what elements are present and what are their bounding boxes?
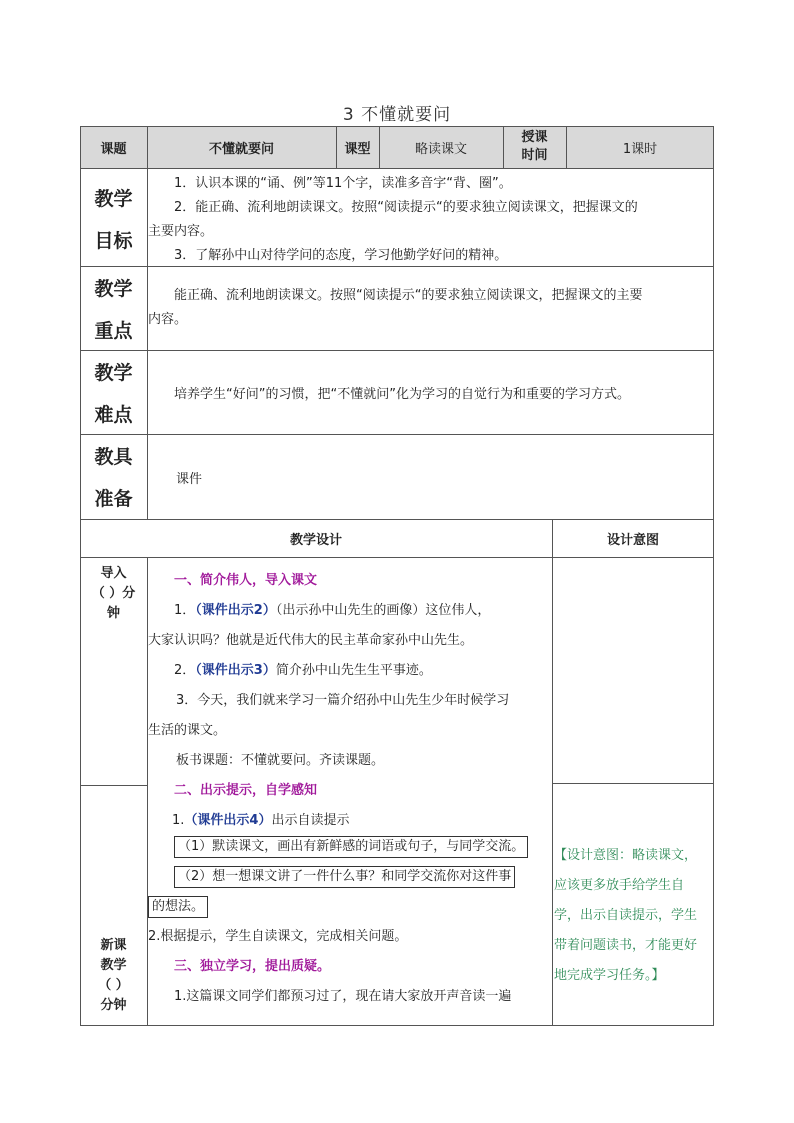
intent-line-1: 【设计意图：略读课文， (554, 848, 698, 863)
intro-item-2-num: 2． (174, 663, 196, 678)
keypoints-line-2: 内容。 (148, 312, 188, 327)
newlesson-side-line3: （ ） (98, 978, 129, 993)
type-value: 略读课文 (414, 141, 467, 157)
design-header-label: 教学设计 (289, 532, 342, 548)
lesson-plan-table (80, 126, 714, 1026)
goal-line-3: 主要内容。 (148, 224, 214, 239)
newlesson-side-line4: 分钟 (100, 998, 127, 1013)
intro-item-2 (148, 656, 552, 686)
goals-label-line2: 目标 (94, 230, 133, 252)
intent-line-4: 带着问题读书，才能更好 (554, 938, 698, 953)
keypoints-content (148, 284, 714, 332)
topic-value: 不懂就要问 (208, 141, 274, 157)
rule-header-3 (503, 126, 504, 168)
rule-header-2 (379, 126, 380, 168)
newlesson-side-line2: 教学 (100, 958, 127, 973)
border-bottom (80, 1025, 714, 1026)
intent-header-cell (552, 519, 714, 557)
materials-label (80, 436, 147, 520)
design-header-cell (80, 519, 552, 557)
section2-item-1-tag: （课件出示4） (184, 813, 272, 828)
goal-line-1: 1．认识本课的“诵、例”等11个字，读准多音字“背、圈”。 (174, 176, 512, 191)
rule-side-column (147, 557, 148, 1025)
time-label-cell (503, 126, 566, 168)
newlesson-side-line1: 新课 (100, 938, 127, 953)
keypoints-line-1: 能正确、流利地朗读课文。按照“阅读提示“的要求独立阅读课文，把握课文的主要 (174, 288, 643, 303)
keypoints-label-line1: 教学 (94, 278, 133, 300)
intro-item-1-line2: 大家认识吗？他就是近代伟大的民主革命家孙中山先生。 (148, 633, 474, 648)
keypoints-label-line2: 重点 (94, 320, 133, 342)
rule-side-split (80, 785, 147, 786)
type-label-cell (336, 126, 379, 168)
rule-after-keypoints (80, 350, 714, 351)
intro-board: 板书课题：不懂就要问。齐读课题。 (176, 753, 385, 768)
intro-item-2-rest: 简介孙中山先生生平事迹。 (275, 663, 432, 678)
page-title: 3 不懂就要问 (342, 105, 452, 125)
intro-section-title: 一、简介伟人，导入课文 (174, 573, 318, 588)
intent-line-5: 地完成学习任务。】 (554, 968, 665, 983)
rule-after-difficulties (80, 434, 714, 435)
time-value-cell (566, 126, 714, 168)
difficulties-label-line1: 教学 (94, 362, 133, 384)
section2-item-1-rest: 出示自读提示 (271, 813, 350, 828)
intent-line-2: 应该更多放手给学生自 (554, 878, 685, 893)
type-value-cell (379, 126, 503, 168)
difficulties-content: 培养学生“好问”的习惯，把“不懂就问”化为学习的自觉行为和重要的学习方式。 (174, 387, 630, 402)
prompt-box-1-row (148, 836, 552, 866)
newlesson-content (148, 776, 552, 1012)
intro-side-line2: （ ）分 (91, 586, 136, 601)
topic-label-cell (80, 126, 147, 168)
intro-item-2-tag: （课件出示3） (195, 663, 276, 678)
time-value: 1课时 (622, 141, 658, 157)
goal-line-4: 3．了解孙中山对待学问的态度，学习他勤学好问的精神。 (174, 248, 508, 263)
section2-item-2: 2.根据提示，学生自读课文，完成相关问题。 (148, 929, 408, 944)
section2-item-1-num: 1. (172, 813, 185, 828)
goals-label (80, 178, 147, 262)
border-right (713, 126, 714, 1026)
rule-after-header (80, 168, 714, 169)
intro-side-line1: 导入 (100, 566, 127, 581)
prompt-box-2-row (148, 866, 552, 892)
intro-side-line3: 钟 (106, 606, 120, 621)
intro-item-1-num: 1． (174, 603, 196, 618)
goals-content (148, 172, 714, 268)
design-intent (554, 841, 714, 991)
prompt-box-1: （1）默读课文，画出有新鲜感的词语或句子，与同学交流。 (174, 836, 528, 858)
goal-line-2: 2．能正确、流利地朗读课文。按照“阅读提示“的要求独立阅读课文，把握课文的 (174, 200, 638, 215)
rule-after-design-header (80, 557, 714, 558)
section3-item-1: 1.这篇课文同学们都预习过了，现在请大家放开声音读一遍 (174, 989, 512, 1004)
prompt-box-2: （2）想一想课文讲了一件什么事？和同学交流你对这件事 (174, 866, 515, 888)
rule-header-4 (566, 126, 567, 168)
intro-item-3-line1: 3．今天，我们就来学习一篇介绍孙中山先生少年时候学习 (176, 693, 510, 708)
prompt-box-2-cont-row (148, 892, 552, 922)
newlesson-side-label (80, 936, 147, 1016)
intro-content (148, 566, 552, 776)
intro-side-label (80, 564, 147, 624)
border-top (80, 126, 714, 127)
materials-label-line2: 准备 (94, 488, 133, 510)
materials-label-line1: 教具 (94, 446, 133, 468)
rule-label-column (147, 126, 148, 519)
section2-item-1 (148, 806, 552, 836)
section3-title: 三、独立学习，提出质疑。 (174, 959, 331, 974)
intent-line-3: 学，出示自读提示，学生 (554, 908, 698, 923)
intro-item-1 (148, 596, 552, 626)
prompt-box-2-cont: 的想法。 (148, 896, 208, 918)
rule-intent-column (552, 519, 553, 1025)
rule-after-goals (80, 266, 714, 267)
intro-item-1-tag: （课件出示2） (195, 603, 276, 618)
rule-intent-split (552, 783, 714, 784)
intro-item-1-rest: （出示孙中山先生的画像）这位伟人， (275, 603, 491, 618)
goals-label-line1: 教学 (94, 188, 133, 210)
time-label-line1: 授课 (521, 130, 548, 145)
topic-value-cell (147, 126, 336, 168)
intro-item-3-line2: 生活的课文。 (148, 723, 227, 738)
difficulties-label (80, 352, 147, 436)
border-left (80, 126, 81, 1026)
materials-content: 课件 (176, 472, 203, 487)
rule-after-materials (80, 519, 714, 520)
time-label-line2: 时间 (521, 148, 548, 163)
type-label: 课型 (344, 141, 371, 157)
intent-header-label: 设计意图 (606, 532, 659, 548)
difficulties-label-line2: 难点 (94, 404, 133, 426)
topic-label: 课题 (100, 141, 127, 157)
section2-title: 二、出示提示，自学感知 (174, 783, 318, 798)
rule-header-1 (336, 126, 337, 168)
keypoints-label (80, 268, 147, 352)
